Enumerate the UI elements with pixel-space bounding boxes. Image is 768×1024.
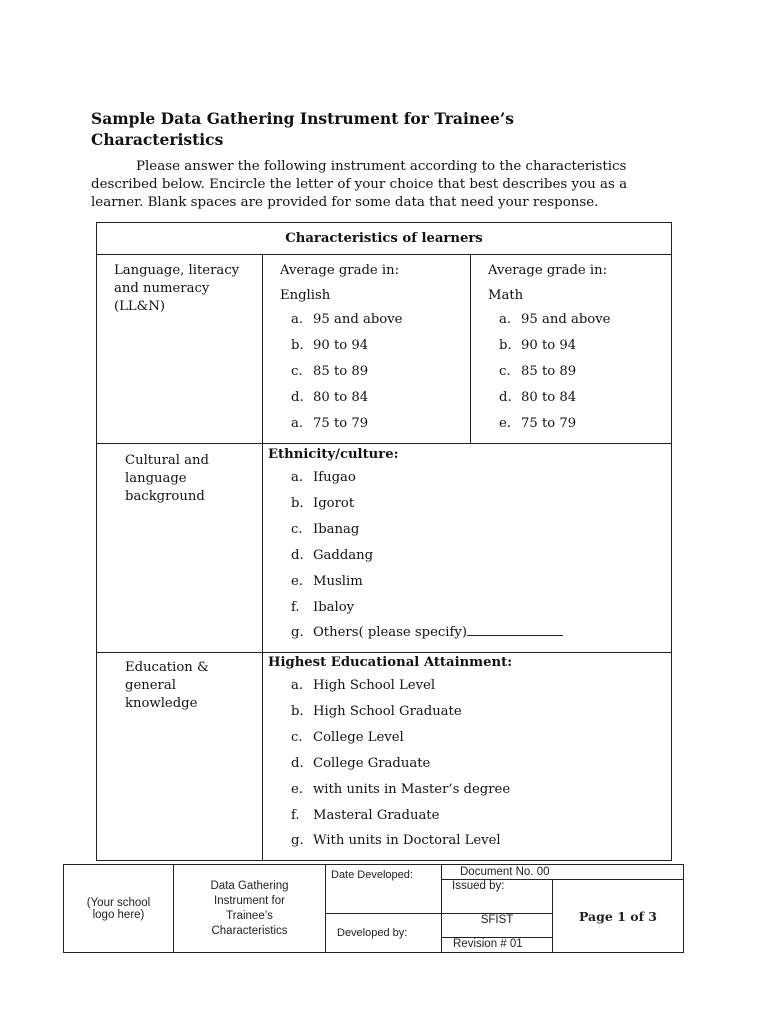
page-number: Page 1 of 3 — [553, 880, 684, 953]
document-footer — [63, 864, 684, 953]
education-label-line: Education & — [125, 660, 209, 675]
english-option-c[interactable]: c. 85 to 89 — [291, 363, 369, 379]
characteristics-table — [96, 222, 672, 861]
math-hint: Average grade in: — [488, 263, 608, 278]
culture-label-line: background — [125, 489, 205, 504]
english-option-b[interactable]: b. 90 to 94 — [291, 337, 369, 353]
row-label-lln — [97, 255, 263, 444]
specify-blank-line[interactable] — [467, 623, 563, 636]
ethnicity-option-e[interactable]: e. Muslim — [291, 573, 363, 589]
education-option-b[interactable]: b. High School Graduate — [291, 703, 462, 719]
english-subject: English — [280, 288, 331, 303]
ethnicity-option-a[interactable]: a. Ifugao — [291, 470, 356, 485]
title-line-1: Sample Data Gathering Instrument for Trainee’s — [91, 109, 514, 128]
document-title — [91, 108, 651, 150]
culture-label-line: language — [125, 471, 187, 486]
education-option-c[interactable]: c. College Level — [291, 729, 404, 745]
ethnicity-option-f[interactable]: f. Ibaloy — [291, 599, 355, 615]
math-grade-cell — [471, 255, 672, 444]
english-grade-cell — [263, 255, 471, 444]
english-option-d[interactable]: d. 80 to 84 — [291, 389, 369, 405]
education-option-a[interactable]: a. High School Level — [291, 678, 436, 693]
row-label-culture — [97, 444, 263, 653]
instructions-line-1: Please answer the following instrument according to the characteristics — [136, 159, 627, 174]
education-option-e[interactable]: e. with units in Master’s degree — [291, 781, 511, 797]
education-label-line: general — [125, 678, 176, 693]
ethnicity-option-d[interactable]: d. Gaddang — [291, 547, 374, 563]
title-line-2: Characteristics — [91, 130, 224, 149]
education-cell — [263, 653, 672, 861]
instructions-paragraph — [91, 158, 678, 213]
instructions-line-2: described below. Encircle the letter of your choice that best describes you as a — [91, 177, 628, 193]
ethnicity-cell — [263, 444, 672, 653]
school-logo-placeholder: (Your school logo here) — [64, 865, 174, 953]
math-subject: Math — [488, 288, 524, 303]
math-option-a[interactable]: a. 95 and above — [499, 312, 611, 327]
document-number: Document No. 00 — [442, 865, 684, 880]
education-heading: Highest Educational Attainment: — [268, 655, 513, 670]
english-option-a[interactable]: a. 95 and above — [291, 312, 403, 327]
math-option-d[interactable]: d. 80 to 84 — [499, 389, 577, 405]
lln-label-line: Language, literacy — [114, 263, 240, 278]
lln-label-line: (LL&N) — [114, 299, 166, 314]
education-option-d[interactable]: d. College Graduate — [291, 755, 431, 771]
developed-by-label: Developed by: — [326, 914, 442, 953]
math-option-b[interactable]: b. 90 to 94 — [499, 337, 577, 353]
culture-label-line: Cultural and — [125, 453, 209, 468]
english-hint: Average grade in: — [280, 263, 400, 278]
revision-number: Revision # 01 — [441, 937, 552, 951]
ethnicity-option-b[interactable]: b. Igorot — [291, 495, 355, 511]
date-developed-label: Date Developed: — [326, 865, 442, 914]
math-option-e[interactable]: e. 75 to 79 — [499, 415, 577, 431]
issuer-name: SFIST — [442, 914, 553, 953]
lln-label-line: and numeracy — [114, 281, 210, 296]
english-option-e[interactable]: a. 75 to 79 — [291, 415, 369, 431]
education-label-line: knowledge — [125, 696, 198, 711]
row-label-education — [97, 653, 263, 861]
footer-document-title: Data Gathering Instrument for Trainee’s Characteristics — [174, 865, 326, 953]
ethnicity-option-g[interactable]: g. Others( please specify) — [291, 620, 671, 646]
table-header: Characteristics of learners — [97, 223, 672, 255]
education-option-f[interactable]: f. Masteral Graduate — [291, 807, 440, 823]
math-option-c[interactable]: c. 85 to 89 — [499, 363, 577, 379]
issued-by-cell: Issued by: — [442, 880, 553, 914]
ethnicity-heading: Ethnicity/culture: — [268, 447, 399, 462]
education-option-g[interactable]: g. With units in Doctoral Level — [291, 833, 501, 849]
instructions-line-3: learner. Blank spaces are provided for some data that need your response. — [91, 195, 599, 211]
ethnicity-option-c[interactable]: c. Ibanag — [291, 521, 360, 537]
